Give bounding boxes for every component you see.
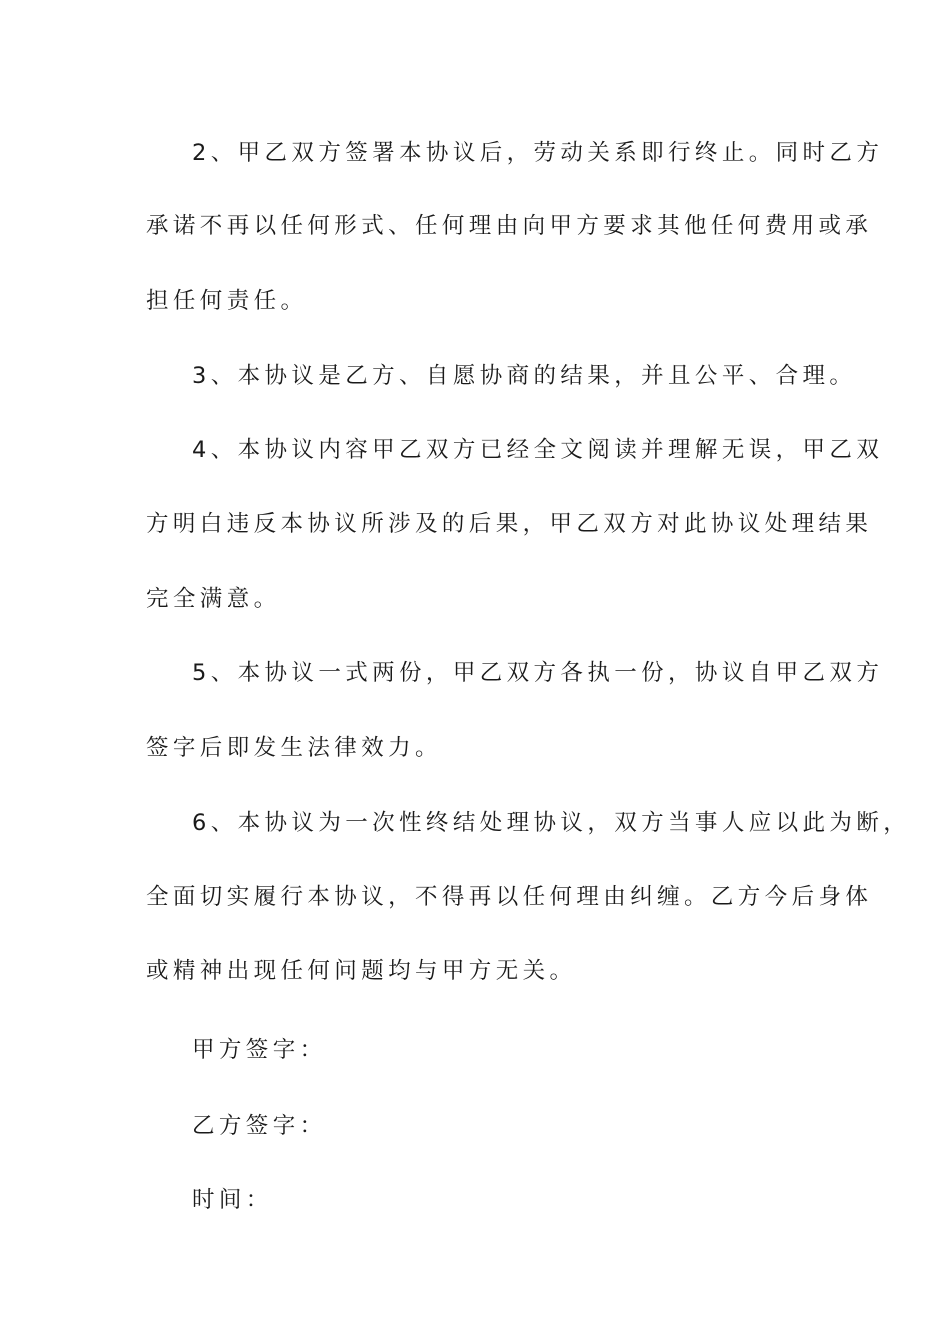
paragraph-2-line-3: 担任何责任。 <box>146 288 308 314</box>
paragraph-6-line-1: 6、本协议为一次性终结处理协议，双方当事人应以此为断， <box>192 810 911 836</box>
paragraph-4-line-3: 完全满意。 <box>146 586 281 612</box>
party-a-signature-label: 甲方签字： <box>192 1037 327 1063</box>
party-b-signature-label: 乙方签字： <box>192 1113 327 1139</box>
paragraph-6-line-3: 或精神出现任何问题均与甲方无关。 <box>146 958 577 984</box>
date-label: 时间： <box>192 1187 273 1213</box>
paragraph-2-line-2: 承诺不再以任何形式、任何理由向甲方要求其他任何费用或承 <box>146 213 873 239</box>
paragraph-6-line-2: 全面切实履行本协议，不得再以任何理由纠缠。乙方今后身体 <box>146 884 873 910</box>
paragraph-5-line-1: 5、本协议一式两份，甲乙双方各执一份，协议自甲乙双方 <box>192 660 884 686</box>
paragraph-4-line-2: 方明白违反本协议所涉及的后果，甲乙双方对此协议处理结果 <box>146 511 873 537</box>
paragraph-3-line-1: 3、本协议是乙方、自愿协商的结果，并且公平、合理。 <box>192 363 857 389</box>
paragraph-2-line-1: 2、甲乙双方签署本协议后，劳动关系即行终止。同时乙方 <box>192 140 884 166</box>
paragraph-4-line-1: 4、本协议内容甲乙双方已经全文阅读并理解无误，甲乙双 <box>192 437 884 463</box>
paragraph-5-line-2: 签字后即发生法律效力。 <box>146 735 442 761</box>
